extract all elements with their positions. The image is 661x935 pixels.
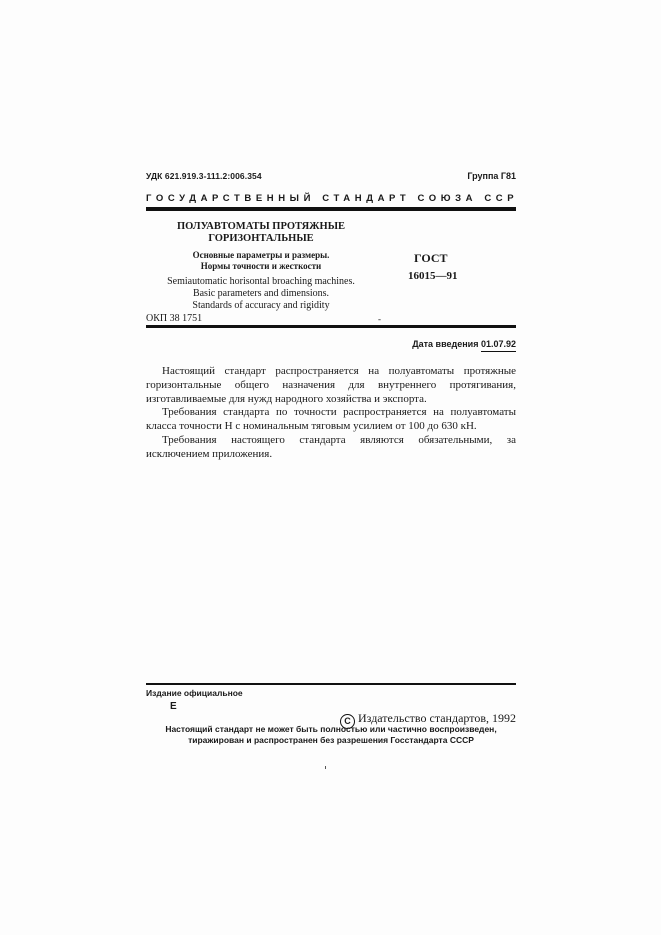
intro-date-value: 01.07.92 — [481, 339, 516, 352]
subtitle-en-line-1: Semiautomatic horisontal broaching machines. — [167, 276, 355, 287]
paragraph: Требования настоящего стандарта являются обязательными, за исключением приложения. — [146, 433, 516, 460]
copyright-icon: C — [340, 714, 355, 729]
document-page — [146, 0, 519, 935]
title-block — [146, 221, 376, 312]
print-speck — [325, 766, 326, 769]
document-title — [146, 221, 376, 245]
okp-dash: - — [378, 314, 381, 324]
body-text — [146, 365, 516, 462]
gost-number: 16015—91 — [408, 270, 458, 282]
copyright-text: Издательство стандартов, 1992 — [358, 711, 516, 725]
paragraph: Требования стандарта по точности распространяется на полуавтоматы класса точности Н с номинальным тяговым усилием от 100 до 630 кН. — [146, 406, 516, 433]
intro-date-label: Дата введения — [412, 339, 481, 349]
group-code: Группа Г81 — [467, 171, 516, 181]
reproduction-notice — [146, 724, 516, 746]
udk-code: УДК 621.919.3-111.2:006.354 — [146, 171, 262, 181]
paragraph: Настоящий стандарт распространяется на полуавтоматы протяжные горизонтальные общего назначения для внутреннего протягивания, изготавливаемые для нужд народного хозяйства и экспорта. — [146, 365, 516, 405]
footer-rule — [146, 683, 516, 685]
subtitle-russian — [146, 250, 376, 272]
header-rule — [146, 207, 516, 211]
official-edition: Издание официальное — [146, 688, 243, 698]
subtitle-en-line-3: Standards of accuracy and rigidity — [192, 300, 330, 311]
title-line-1: ПОЛУАВТОМАТЫ ПРОТЯЖНЫЕ — [176, 221, 346, 232]
subtitle-en-line-2: Basic parameters and dimensions. — [192, 288, 330, 299]
okp-rule — [146, 325, 516, 328]
state-standard-heading: ГОСУДАРСТВЕННЫЙ СТАНДАРТ СОЮЗА ССР — [146, 193, 519, 204]
intro-date — [412, 339, 516, 349]
notice-line-2: тиражирован и распространен без разрешения Госстандарта СССР — [188, 735, 474, 745]
edition-mark: Е — [170, 701, 177, 712]
gost-label: ГОСТ — [414, 251, 448, 265]
title-line-2: ГОРИЗОНТАЛЬНЫЕ — [208, 233, 314, 244]
subtitle-ru-line-2: Нормы точности и жесткости — [200, 261, 322, 271]
okp-code: ОКП 38 1751 — [146, 313, 203, 324]
subtitle-ru-line-1: Основные параметры и размеры. — [192, 250, 330, 260]
subtitle-english — [146, 276, 376, 312]
notice-line-1: Настоящий стандарт не может быть полностью или частично воспроизведен, — [165, 724, 497, 734]
